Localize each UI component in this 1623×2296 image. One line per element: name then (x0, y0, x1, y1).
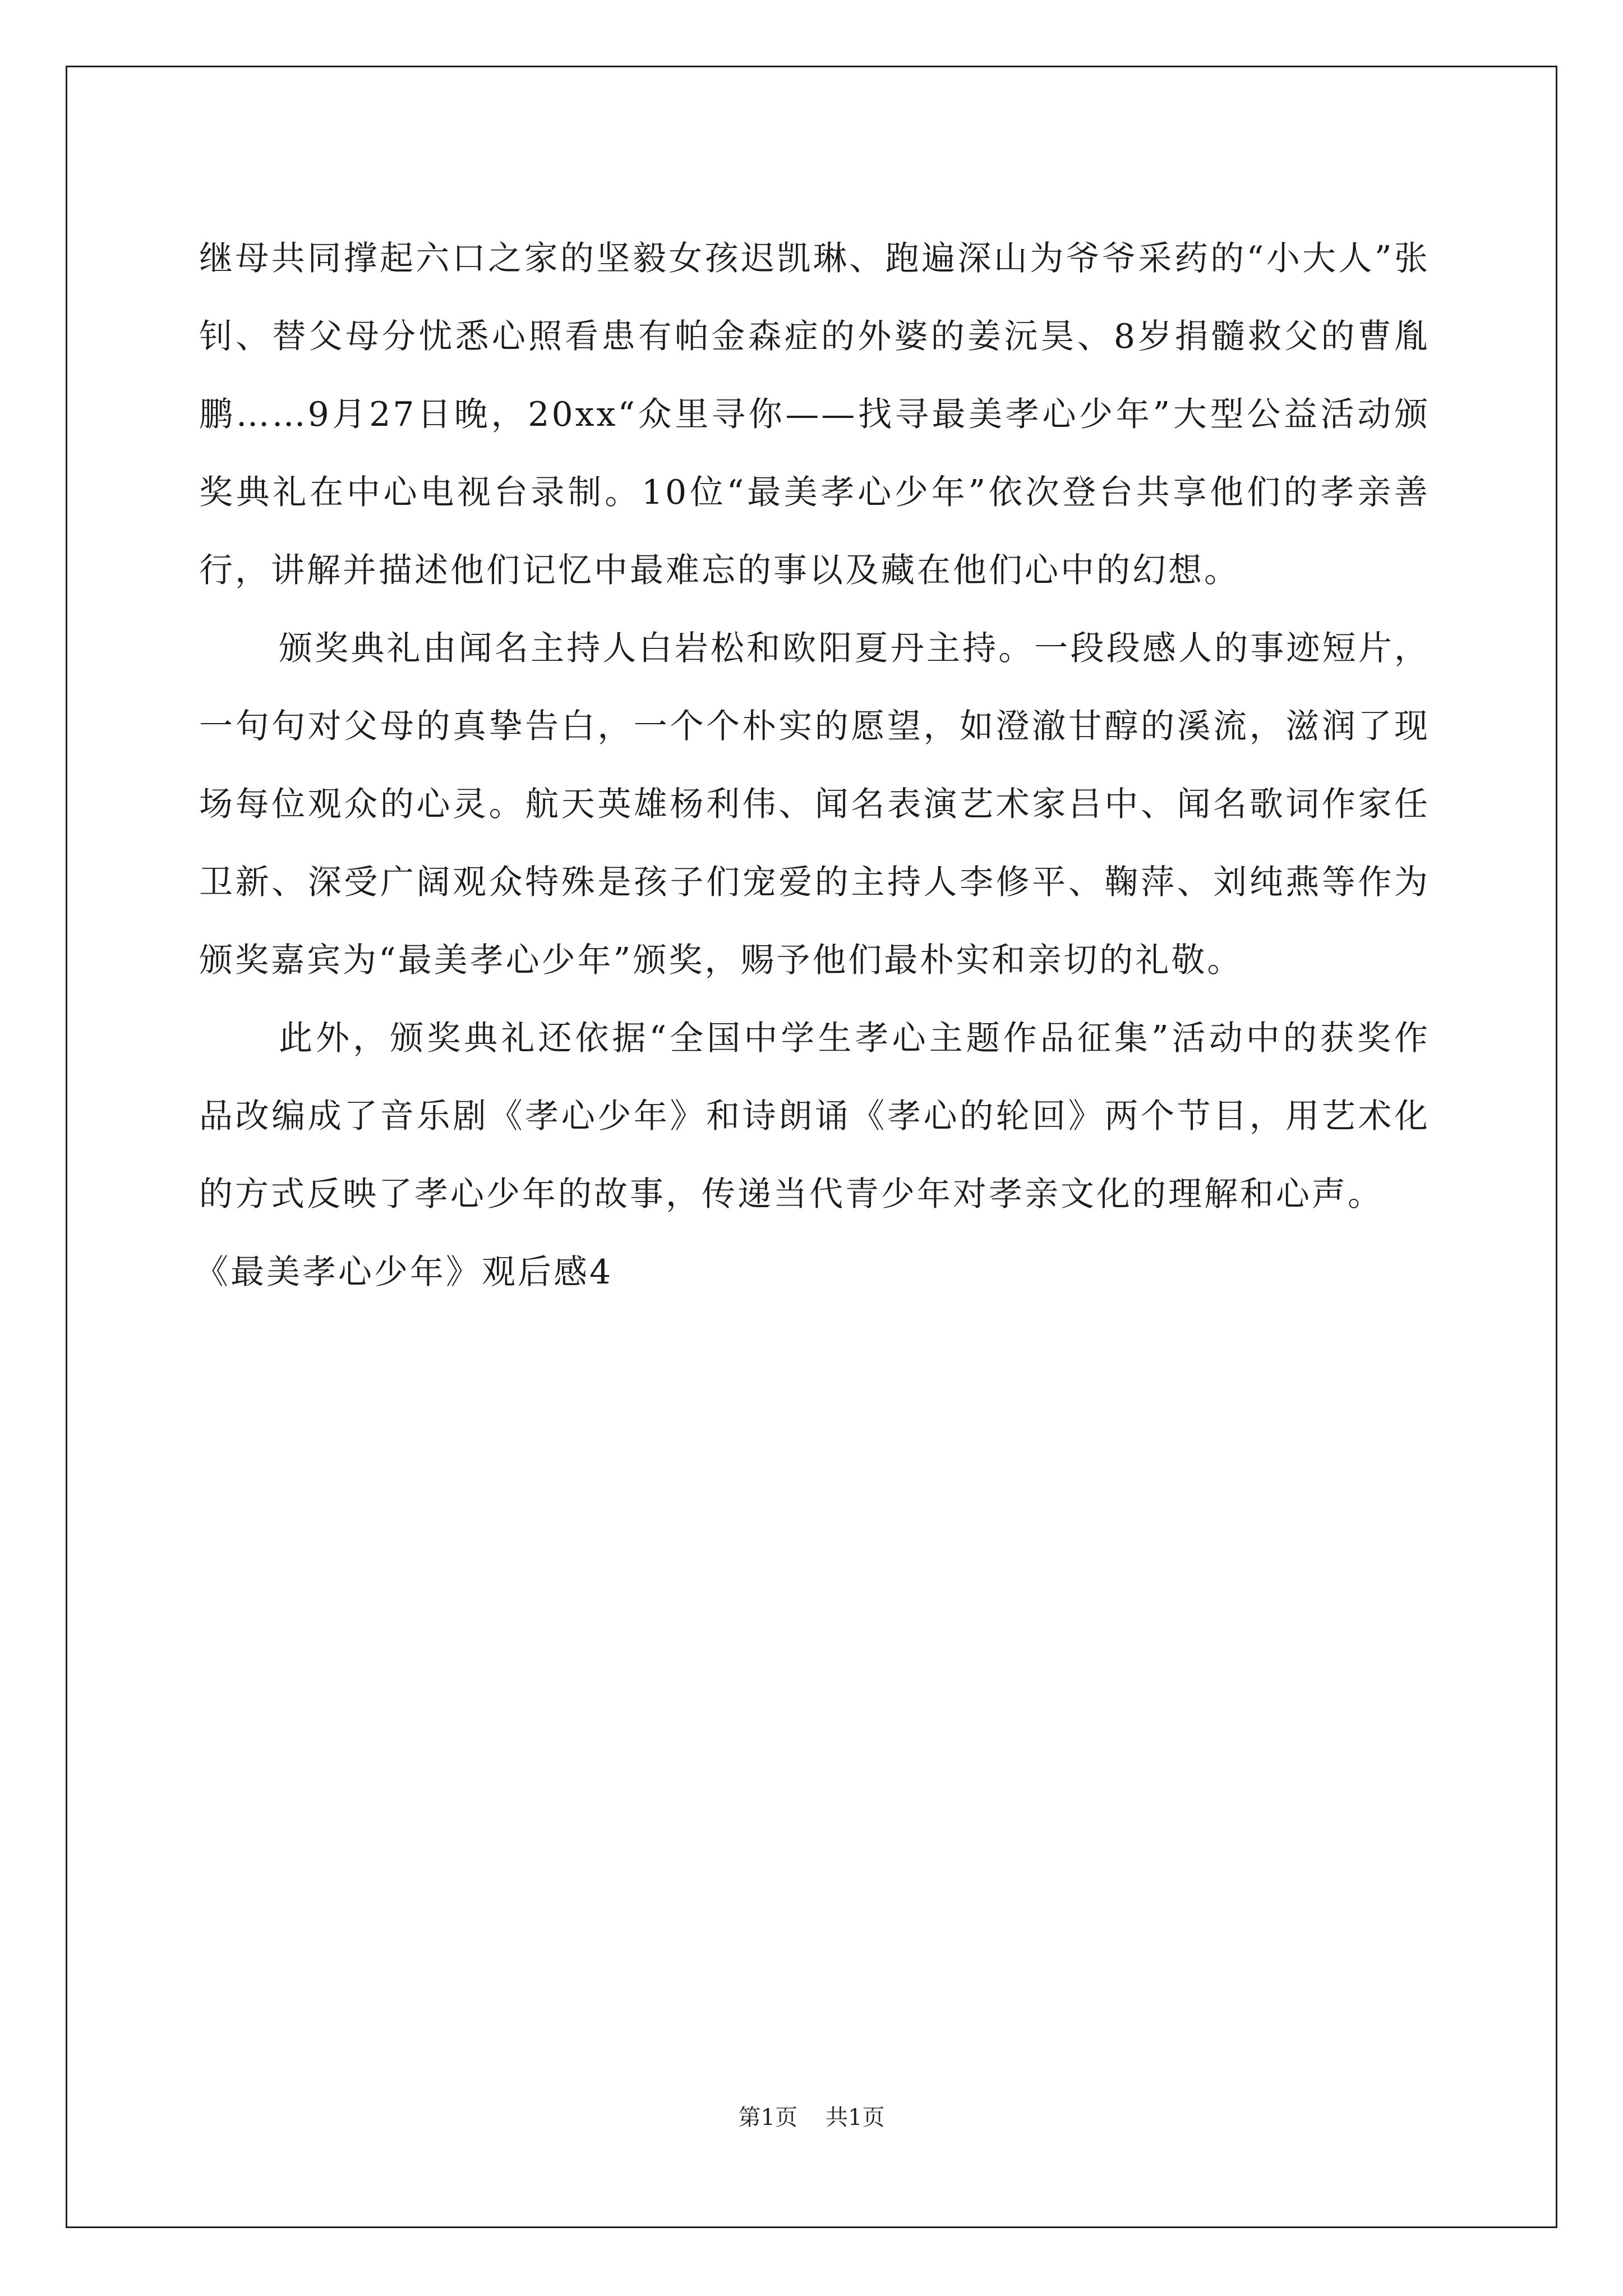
section-heading: 《最美孝心少年》观后感4 (195, 1253, 614, 1292)
paragraph-3: 此外，颁奖典礼还依据“全国中学生孝心主题作品征集”活动中的获奖作品改编成了音乐剧《孝心少年》和诗朗诵《孝心的轮回》两个节目，用艺术化的方式反映了孝心少年的故事，传递当代青少年对孝亲文化的理解和心声。 (199, 1019, 1430, 1214)
page-number: 第1页 (738, 2105, 797, 2131)
paragraph-1: 继母共同撑起六口之家的坚毅女孩迟凯琳、跑遍深山为爷爷采药的“小大人”张钊、替父母分忧悉心照看患有帕金森症的外婆的姜沅昊、8岁捐髓救父的曹胤鹏……9月27日晚，20xx“众里寻你——找寻最美孝心少年”大型公益活动颁奖典礼在中心电视台录制。10位“最美孝心少年”依次登台共享他们的孝亲善行，讲解并描述他们记忆中最难忘的事以及藏在他们心中的幻想。 (199, 239, 1430, 590)
paragraph-2: 颁奖典礼由闻名主持人白岩松和欧阳夏丹主持。一段段感人的事迹短片，一句句对父母的真挚告白，一个个朴实的愿望，如澄澈甘醇的溪流，滋润了现场每位观众的心灵。航天英雄杨利伟、闻名表演艺术家吕中、闻名歌词作家任卫新、深受广阔观众特殊是孩子们宠爱的主持人李修平、鞠萍、刘纯燕等作为颁奖嘉宾为“最美孝心少年”颁奖，赐予他们最朴实和亲切的礼敬。 (199, 629, 1430, 980)
page-footer (0, 2101, 1623, 2134)
document-body (195, 220, 1430, 1312)
page-total: 共1页 (826, 2105, 885, 2131)
